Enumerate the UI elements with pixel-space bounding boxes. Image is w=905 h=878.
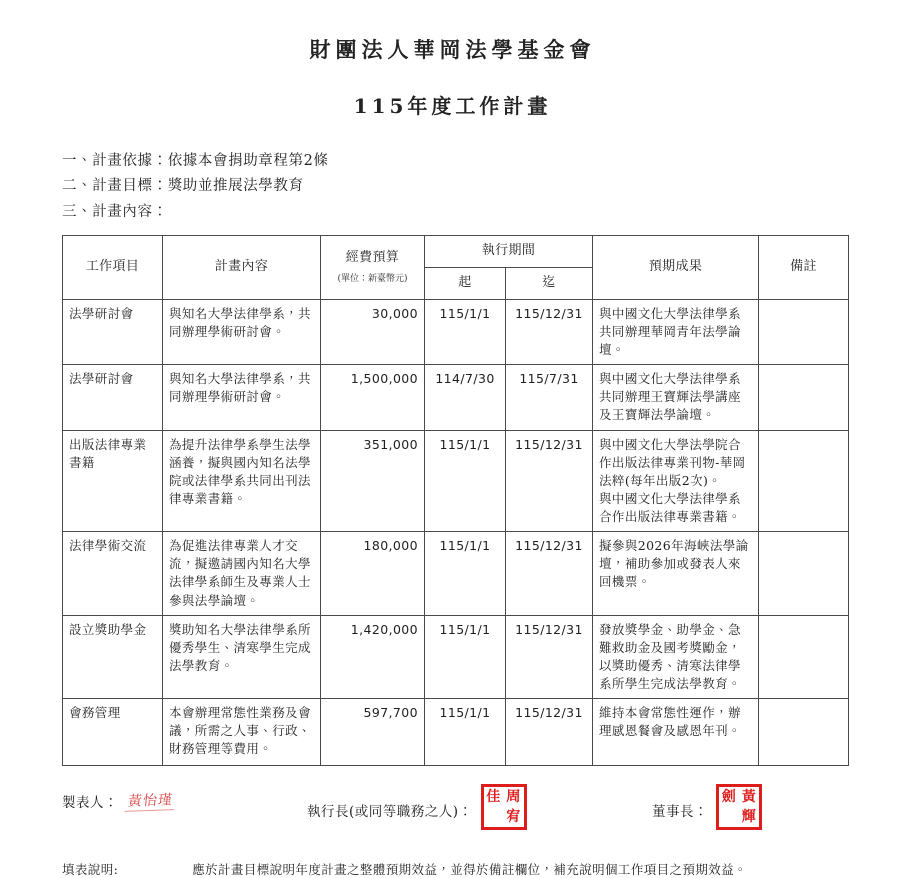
cell-result	[593, 532, 759, 616]
maker-label: 製表人：	[62, 794, 118, 811]
plan-table-wrapper	[62, 235, 848, 766]
footer-note-label: 填表說明:	[62, 862, 119, 878]
cell-remark	[759, 615, 849, 699]
cell-item: 法學研討會	[63, 365, 163, 430]
cell-content: 本會辦理常態性業務及會議，所需之人事、行政、財務管理等費用。	[163, 699, 321, 766]
header-remark: 備註	[759, 236, 849, 300]
cell-end: 115/12/31	[506, 615, 593, 699]
table-row	[63, 299, 849, 364]
cell-content: 與知名大學法律學系，共同辦理學術研討會。	[163, 365, 321, 430]
table-row	[63, 699, 849, 766]
page-subtitle: 115年度工作計畫	[353, 94, 552, 118]
table-row	[63, 615, 849, 699]
footer-note	[62, 860, 905, 878]
result-line: 發放獎學金、助學金、急難救助金及國考獎勵金，以獎助優秀、清寒法律學系所學生完成法學教育。	[599, 621, 741, 692]
cell-remark	[759, 299, 849, 364]
result-line: 與中國文化大學法律學系合作出版法律專業書籍。	[599, 490, 741, 525]
cell-result	[593, 430, 759, 532]
cell-budget: 597,700	[321, 699, 425, 766]
header-content: 計畫內容	[163, 236, 321, 300]
intro-item-content: 三、計畫內容：	[62, 203, 168, 220]
signature-row	[62, 782, 852, 840]
page-title: 財團法人華岡法學基金會	[309, 37, 596, 62]
cell-content: 獎助知名大學法律學系所優秀學生、清寒學生完成法學教育。	[163, 615, 321, 699]
intro-list	[62, 149, 905, 225]
cell-remark	[759, 430, 849, 532]
plan-table	[62, 235, 849, 766]
cell-start: 115/1/1	[425, 615, 506, 699]
header-item: 工作項目	[63, 236, 163, 300]
seal-char: 輝	[741, 809, 757, 826]
cell-remark	[759, 532, 849, 616]
result-line: 與中國文化大學法律學系共同辦理華岡青年法學論壇。	[599, 305, 741, 358]
chairman-signature-block	[652, 790, 762, 830]
seal-char: 劍	[721, 789, 737, 806]
cell-result	[593, 699, 759, 766]
cell-budget: 1,420,000	[321, 615, 425, 699]
seal-char: 黃	[741, 789, 757, 806]
cell-budget: 30,000	[321, 299, 425, 364]
executive-seal-stamp	[481, 784, 527, 830]
cell-item: 會務管理	[63, 699, 163, 766]
cell-budget: 180,000	[321, 532, 425, 616]
cell-result	[593, 299, 759, 364]
header-period: 執行期間	[425, 236, 593, 268]
cell-item: 法律學術交流	[63, 532, 163, 616]
intro-item-basis: 一、計畫依據：依據本會捐助章程第2條	[62, 153, 329, 169]
cell-budget: 351,000	[321, 430, 425, 532]
chairman-seal-stamp	[716, 784, 762, 830]
seal-char: 佳	[486, 789, 501, 806]
cell-remark	[759, 699, 849, 766]
header-row-main	[63, 236, 849, 268]
header-budget	[321, 236, 425, 300]
cell-start: 115/1/1	[425, 430, 506, 532]
header-budget-label: 經費預算	[345, 249, 400, 265]
cell-end: 115/12/31	[506, 430, 593, 532]
intro-item-goal: 二、計畫目標：獎助並推展法學教育	[62, 178, 304, 195]
maker-signature-block	[62, 790, 175, 811]
cell-content: 與知名大學法律學系，共同辦理學術研討會。	[163, 299, 321, 364]
maker-handwritten-signature: 黃怡瑾	[125, 789, 176, 812]
executive-label: 執行長(或同等職務之人)：	[307, 804, 473, 821]
cell-start: 115/1/1	[425, 699, 506, 766]
executive-signature-block	[307, 790, 527, 830]
cell-item: 設立獎助學金	[63, 615, 163, 699]
result-line: 擬參與2026年海峽法學論壇，補助參加或發表人來回機票。	[599, 538, 749, 590]
cell-end: 115/7/31	[506, 365, 593, 430]
cell-end: 115/12/31	[506, 699, 593, 766]
cell-budget: 1,500,000	[321, 365, 425, 430]
header-start: 起	[425, 267, 506, 299]
cell-start: 114/7/30	[425, 365, 506, 430]
result-line: 與中國文化大學法學院合作出版法律專業刊物-華岡法粹(每年出版2次)。	[599, 436, 746, 488]
cell-end: 115/12/31	[506, 299, 593, 364]
table-row	[63, 532, 849, 616]
cell-item: 法學研討會	[63, 299, 163, 364]
cell-result	[593, 615, 759, 699]
header-end: 迄	[506, 267, 593, 299]
cell-start: 115/1/1	[425, 299, 506, 364]
footer-note-text: 應於計畫目標說明年度計畫之整體預期效益，並得於備註欄位，補充說明個工作項目之預期效益。	[192, 862, 747, 878]
header-budget-unit: (單位：新臺幣元)	[337, 274, 408, 285]
result-line: 與中國文化大學法律學系共同辦理王寶輝法學講座及王寶輝法學論壇。	[599, 371, 741, 423]
chairman-label: 董事長：	[652, 804, 708, 821]
cell-content: 為提升法律學系學生法學涵養，擬與國內知名法學院或法律學系共同出刊法律專業書籍。	[163, 430, 321, 532]
cell-start: 115/1/1	[425, 532, 506, 616]
cell-result	[593, 365, 759, 430]
table-row	[63, 430, 849, 532]
cell-item: 出版法律專業書籍	[63, 430, 163, 532]
seal-char: 宥	[506, 809, 521, 826]
title-block	[0, 0, 905, 119]
cell-content: 為促進法律專業人才交流，擬邀請國內知名大學法律學系師生及專業人士參與法學論壇。	[163, 532, 321, 616]
plan-table-head	[63, 236, 849, 300]
seal-char: 周	[506, 789, 521, 806]
cell-remark	[759, 365, 849, 430]
result-line: 維持本會常態性運作，辦理感恩餐會及感恩年刊。	[599, 705, 741, 739]
header-result: 預期成果	[593, 236, 759, 300]
cell-end: 115/12/31	[506, 532, 593, 616]
plan-table-body	[63, 299, 849, 765]
table-row	[63, 365, 849, 430]
